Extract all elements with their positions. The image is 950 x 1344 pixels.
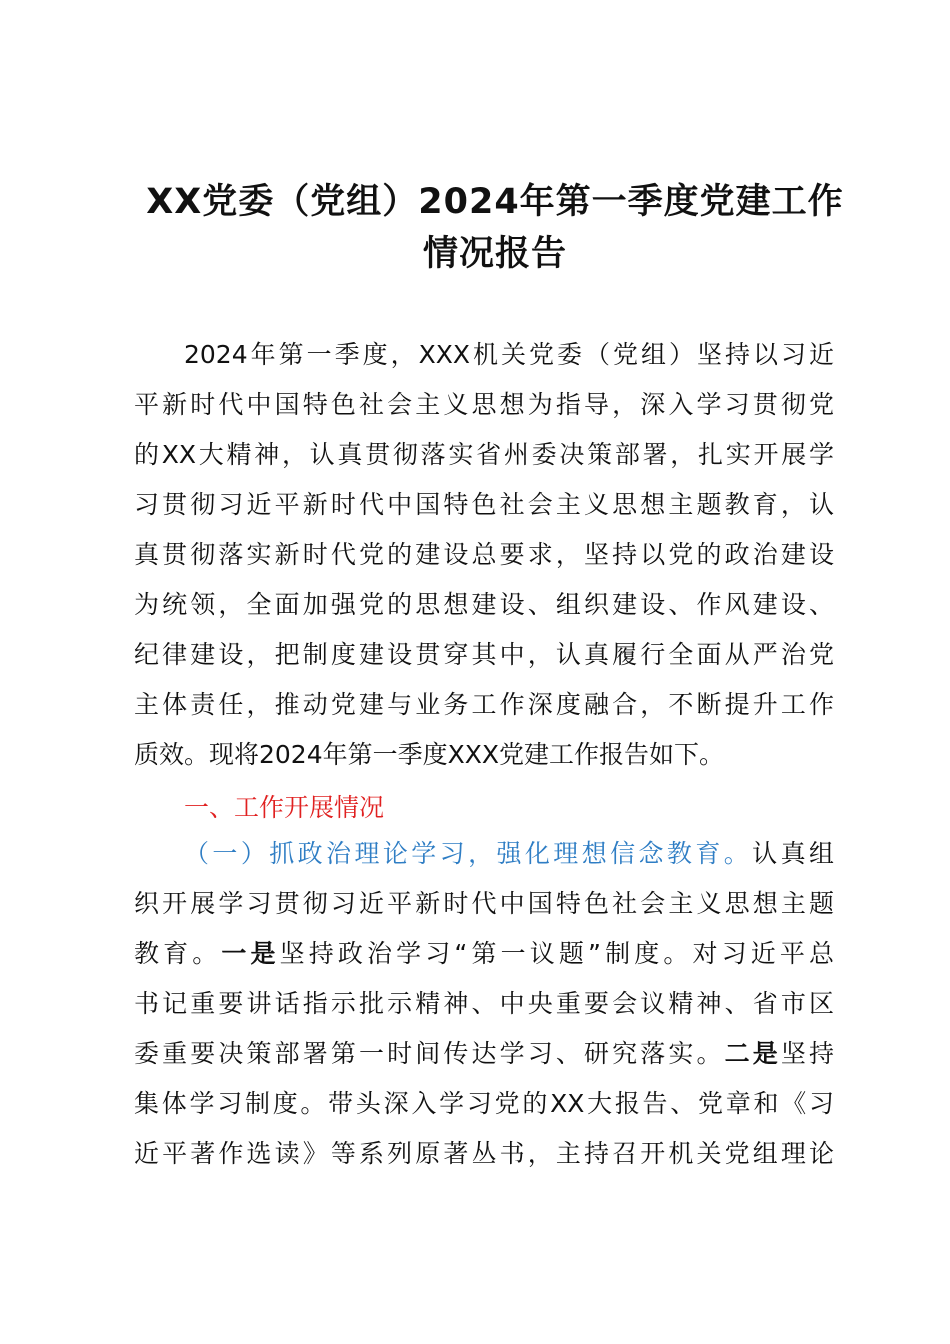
intro-line: 习贯彻习近平新时代中国特色社会主义思想主题教育，认	[134, 490, 834, 519]
subsection1-heading: （一）抓政治理论学习，强化理想信念教育。	[184, 839, 753, 868]
subsection1-line: 书记重要讲话指示批示精神、中央重要会议精神、省市区	[134, 989, 834, 1018]
intro-line: 主体责任，推动党建与业务工作深度融合，不断提升工作	[134, 690, 834, 719]
subsection1-paragraph	[134, 829, 834, 1179]
subsection1-line	[134, 1029, 834, 1079]
intro-line: 纪律建设，把制度建设贯穿其中，认真履行全面从严治党	[134, 640, 834, 669]
intro-line: 的XX大精神，认真贯彻落实省州委决策部署，扎实开展学	[134, 440, 834, 469]
section1-heading: 一、工作开展情况	[184, 793, 385, 822]
point-two-label: 二是	[724, 1039, 781, 1068]
subsection1-line: 近平著作选读》等系列原著丛书，主持召开机关党组理论	[134, 1139, 834, 1168]
intro-line: 2024年第一季度，XXX机关党委（党组）坚持以习近	[184, 340, 834, 369]
intro-line: 为统领，全面加强党的思想建设、组织建设、作风建设、	[134, 590, 834, 619]
intro-line: 真贯彻落实新时代党的建设总要求，坚持以党的政治建设	[134, 540, 834, 569]
subsection1-line: 织开展学习贯彻习近平新时代中国特色社会主义思想主题	[134, 889, 834, 918]
document-title-line1: XX党委（党组）2024年第一季度党建工作	[146, 182, 844, 222]
subsection1-text: 教育。	[134, 939, 222, 968]
subsection1-line: 集体学习制度。带头深入学习党的XX大报告、党章和《习	[134, 1089, 834, 1118]
intro-line: 质效。现将2024年第一季度XXX党建工作报告如下。	[134, 740, 725, 769]
intro-line: 平新时代中国特色社会主义思想为指导，深入学习贯彻党	[134, 390, 834, 419]
intro-paragraph	[134, 330, 834, 780]
subsection1-line	[134, 929, 834, 979]
subsection1-text: 认真组	[752, 839, 834, 868]
point-one-label: 一是	[221, 939, 280, 968]
subsection1-text: 坚持政治学习“第一议题”制度。对习近平总	[279, 939, 834, 968]
subsection1-line	[134, 829, 834, 879]
subsection1-text: 坚持	[780, 1039, 834, 1068]
subsection1-text: 委重要决策部署第一时间传达学习、研究落实。	[134, 1039, 725, 1068]
document-title-line2: 情况报告	[422, 234, 567, 274]
